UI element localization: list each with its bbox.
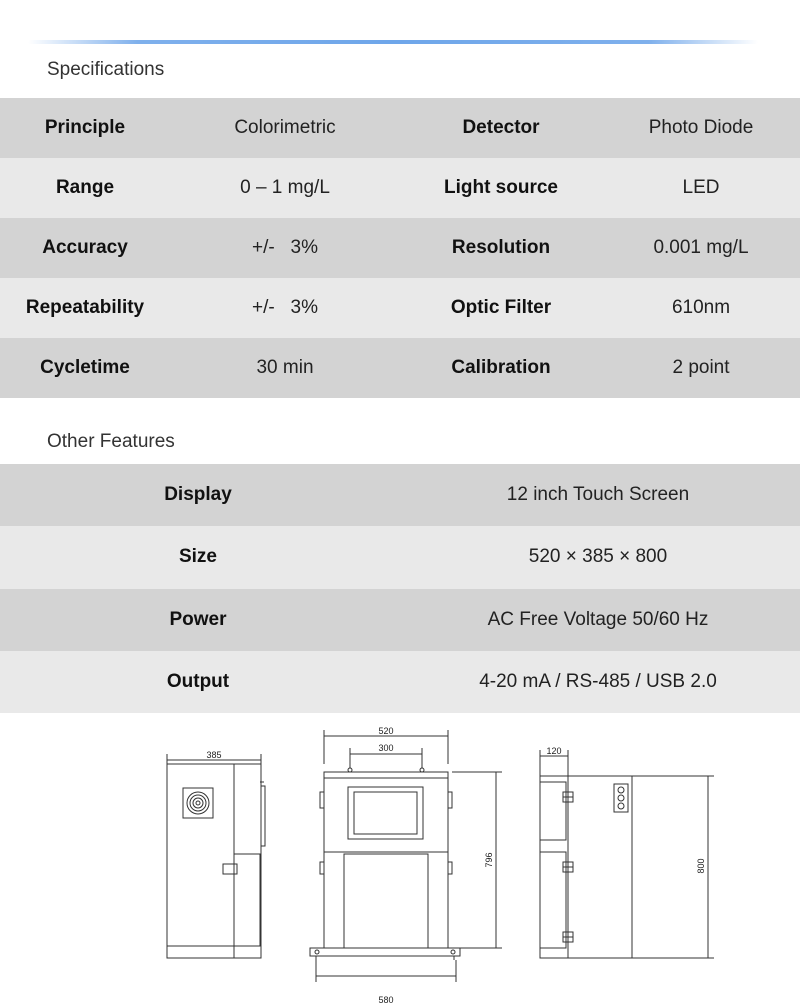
dim-rear-depth: 120 bbox=[546, 746, 562, 756]
spec-value: 30 min bbox=[170, 338, 400, 398]
spec-value: 0.001 mg/L bbox=[602, 218, 800, 278]
spec-row-repeatability bbox=[0, 278, 800, 338]
rear-view-drawing bbox=[540, 750, 714, 958]
spec-value: Photo Diode bbox=[602, 98, 800, 158]
spec-row-cycletime bbox=[0, 338, 800, 398]
other-features-title: Other Features bbox=[47, 431, 175, 452]
spec-label: Detector bbox=[400, 98, 602, 158]
dim-front-height: 796 bbox=[484, 852, 494, 868]
dim-rear-height: 800 bbox=[696, 858, 706, 874]
spec-label: Range bbox=[0, 158, 170, 218]
feature-label: Power bbox=[0, 589, 396, 651]
dimension-drawings bbox=[0, 714, 800, 1006]
spec-label: Principle bbox=[0, 98, 170, 158]
spec-label: Calibration bbox=[400, 338, 602, 398]
specifications-title: Specifications bbox=[47, 59, 165, 80]
dim-front-inner-width: 300 bbox=[378, 743, 394, 753]
feature-row-output bbox=[0, 651, 800, 713]
dim-side-width: 385 bbox=[206, 750, 222, 760]
spec-value: 2 point bbox=[602, 338, 800, 398]
other-features-table bbox=[0, 464, 800, 713]
dim-front-width: 520 bbox=[378, 726, 394, 736]
feature-label: Output bbox=[0, 651, 396, 713]
feature-value: AC Free Voltage 50/60 Hz bbox=[396, 589, 800, 651]
spec-value: +/- 3% bbox=[170, 278, 400, 338]
feature-value: 12 inch Touch Screen bbox=[396, 464, 800, 526]
feature-value: 520 × 385 × 800 bbox=[396, 526, 800, 588]
side-view-drawing bbox=[167, 754, 265, 958]
front-view-drawing bbox=[310, 730, 502, 982]
feature-value: 4-20 mA / RS-485 / USB 2.0 bbox=[396, 651, 800, 713]
dim-base-width: 580 bbox=[378, 995, 394, 1005]
top-divider-line bbox=[28, 40, 758, 44]
spec-label: Repeatability bbox=[0, 278, 170, 338]
feature-label: Display bbox=[0, 464, 396, 526]
spec-value: Colorimetric bbox=[170, 98, 400, 158]
feature-row-power bbox=[0, 589, 800, 651]
spec-value: 0 – 1 mg/L bbox=[170, 158, 400, 218]
spec-label: Accuracy bbox=[0, 218, 170, 278]
spec-value: 610nm bbox=[602, 278, 800, 338]
spec-value: LED bbox=[602, 158, 800, 218]
spec-label: Cycletime bbox=[0, 338, 170, 398]
feature-row-size bbox=[0, 526, 800, 588]
specifications-table bbox=[0, 98, 800, 398]
spec-row-range bbox=[0, 158, 800, 218]
spec-value: +/- 3% bbox=[170, 218, 400, 278]
spec-label: Optic Filter bbox=[400, 278, 602, 338]
spec-label: Resolution bbox=[400, 218, 602, 278]
feature-label: Size bbox=[0, 526, 396, 588]
spec-row-accuracy bbox=[0, 218, 800, 278]
spec-row-principle bbox=[0, 98, 800, 158]
spec-label: Light source bbox=[400, 158, 602, 218]
feature-row-display bbox=[0, 464, 800, 526]
